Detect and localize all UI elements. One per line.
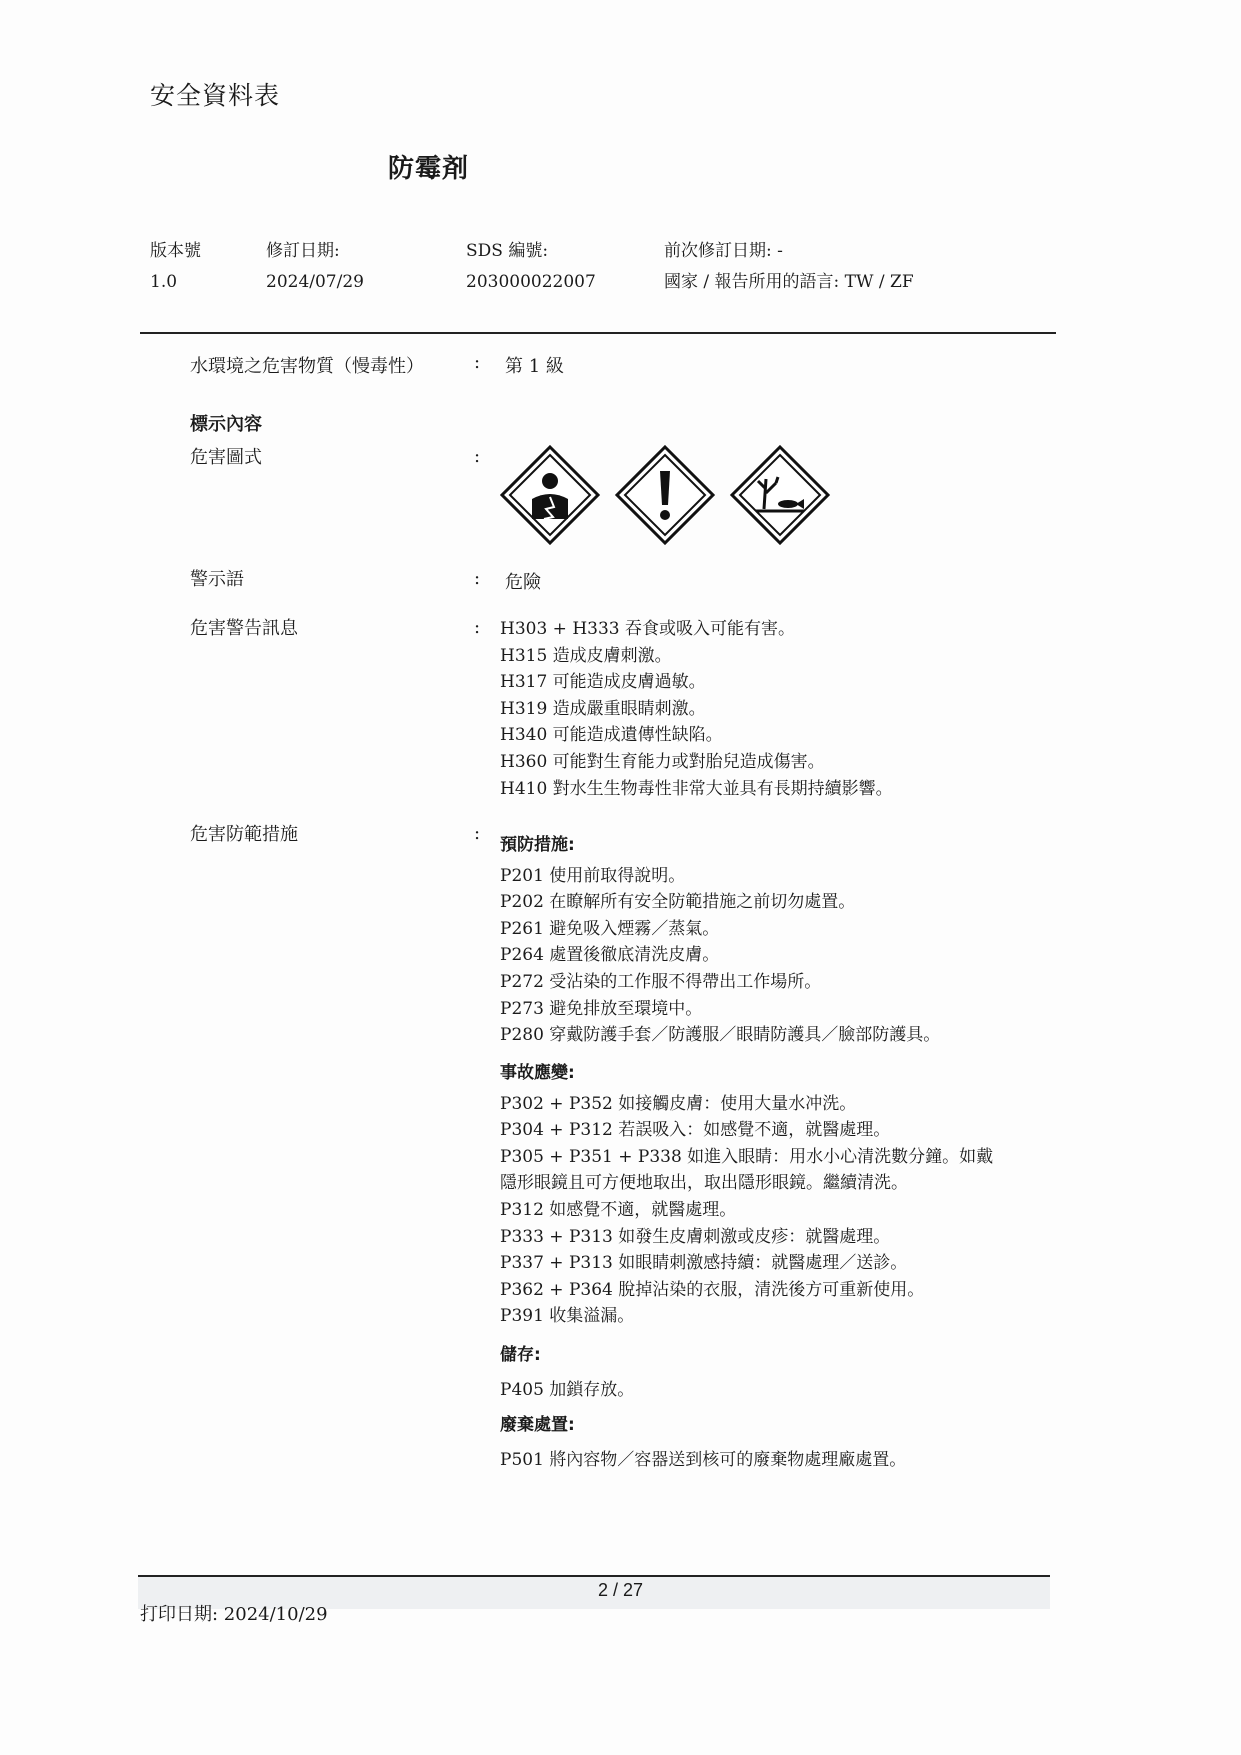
disposal-section <box>500 1412 906 1473</box>
version-value: 1.0 <box>150 272 178 292</box>
colon: : <box>474 823 481 844</box>
hazard-statement: H410 對水生生物毒性非常大並具有長期持續影響。 <box>500 778 893 799</box>
pictograms-label: 危害圖式 <box>190 447 262 468</box>
aquatic-hazard-label: 水環境之危害物質（慢毒性） <box>190 356 424 377</box>
prevention-statement: P272 受沾染的工作服不得帶出工作場所。 <box>500 971 822 992</box>
signal-word-value: 危險 <box>505 572 541 593</box>
response-statement: P312 如感覺不適，就醫處理。 <box>500 1199 737 1220</box>
storage-statement: P405 加鎖存放。 <box>500 1379 635 1400</box>
health-hazard-icon <box>502 447 598 543</box>
hazard-statement: H317 可能造成皮膚過敏。 <box>500 672 706 693</box>
ghs-pictograms <box>500 445 845 545</box>
prevention-section <box>500 832 940 1049</box>
hazard-statement: H303 + H333 吞食或吸入可能有害。 <box>500 619 796 639</box>
prevention-heading: 預防措施: <box>500 835 575 855</box>
print-date: 打印日期: 2024/10/29 <box>140 1604 328 1625</box>
response-heading: 事故應變: <box>500 1063 575 1083</box>
colon: : <box>474 352 481 373</box>
colon: : <box>474 568 481 589</box>
hazard-statement: H340 可能造成遺傳性缺陷。 <box>500 725 723 746</box>
colon: : <box>474 446 481 467</box>
label-elements-heading: 標示內容 <box>190 414 262 435</box>
response-section <box>500 1060 993 1330</box>
product-name: 防霉剤 <box>388 154 470 184</box>
hazard-statement: H319 造成嚴重眼睛刺激。 <box>500 698 706 719</box>
prevention-statement: P202 在瞭解所有安全防範措施之前切勿處置。 <box>500 892 856 913</box>
response-statement: P333 + P313 如發生皮膚刺激或皮疹：就醫處理。 <box>500 1226 891 1247</box>
storage-heading: 儲存: <box>500 1345 541 1365</box>
hazard-statement: H315 造成皮膚刺激。 <box>500 645 672 666</box>
previous-revision-label: 前次修訂日期: - <box>664 241 783 261</box>
version-label: 版本號 <box>150 241 201 261</box>
hazard-statement: H360 可能對生育能力或對胎兒造成傷害。 <box>500 751 825 772</box>
sds-number-block <box>466 236 596 298</box>
response-statement: P304 + P312 若誤吸入：如感覺不適，就醫處理。 <box>500 1120 891 1141</box>
revision-date-label: 修訂日期: <box>266 241 340 261</box>
sds-number-label: SDS 編號: <box>466 241 549 261</box>
signal-word-label: 警示語 <box>190 569 244 590</box>
sds-number-value: 203000022007 <box>466 272 596 292</box>
response-statement: P362 + P364 脫掉沾染的衣服，清洗後方可重新使用。 <box>500 1279 925 1300</box>
revision-date-value: 2024/07/29 <box>266 272 364 292</box>
hazard-statements-list <box>500 616 893 802</box>
precautionary-statements-label: 危害防範措施 <box>190 824 298 845</box>
response-statement: 隱形眼鏡且可方便地取出，取出隱形眼鏡。繼續清洗。 <box>500 1173 908 1194</box>
page-number: 2 / 27 <box>597 1580 644 1600</box>
response-statement: P305 + P351 + P338 如進入眼睛：用水小心清洗數分鐘。如戴 <box>500 1146 994 1167</box>
prevention-statement: P273 避免排放至環境中。 <box>500 998 703 1019</box>
revision-date-block <box>266 236 364 298</box>
previous-revision-block <box>664 236 914 298</box>
country-language: 國家 / 報告所用的語言: TW / ZF <box>664 272 914 292</box>
disposal-heading: 廢棄處置: <box>500 1415 575 1435</box>
storage-section <box>500 1342 634 1403</box>
version-block <box>150 236 201 298</box>
exclamation-mark-icon <box>617 447 713 543</box>
response-statement: P337 + P313 如眼睛刺激感持續：就醫處理／送診。 <box>500 1253 908 1274</box>
response-statement: P302 + P352 如接觸皮膚：使用大量水冲洗。 <box>500 1093 857 1114</box>
prevention-statement: P261 避免吸入煙霧／蒸氣。 <box>500 918 720 939</box>
prevention-statement: P264 處置後徹底清洗皮膚。 <box>500 945 720 966</box>
prevention-statement: P201 使用前取得說明。 <box>500 865 686 886</box>
response-statement: P391 收集溢漏。 <box>500 1306 635 1327</box>
hazard-statements-label: 危害警告訊息 <box>190 618 298 639</box>
aquatic-hazard-value: 第 1 級 <box>505 356 564 377</box>
prevention-statement: P280 穿戴防護手套／防護服／眼睛防護具／臉部防護具。 <box>500 1025 941 1046</box>
header-divider <box>140 332 1056 334</box>
colon: : <box>474 617 481 638</box>
environment-icon <box>732 447 828 543</box>
disposal-statement: P501 將內容物／容器送到核可的廢棄物處理廠處置。 <box>500 1449 907 1470</box>
document-title: 安全資料表 <box>150 81 281 110</box>
